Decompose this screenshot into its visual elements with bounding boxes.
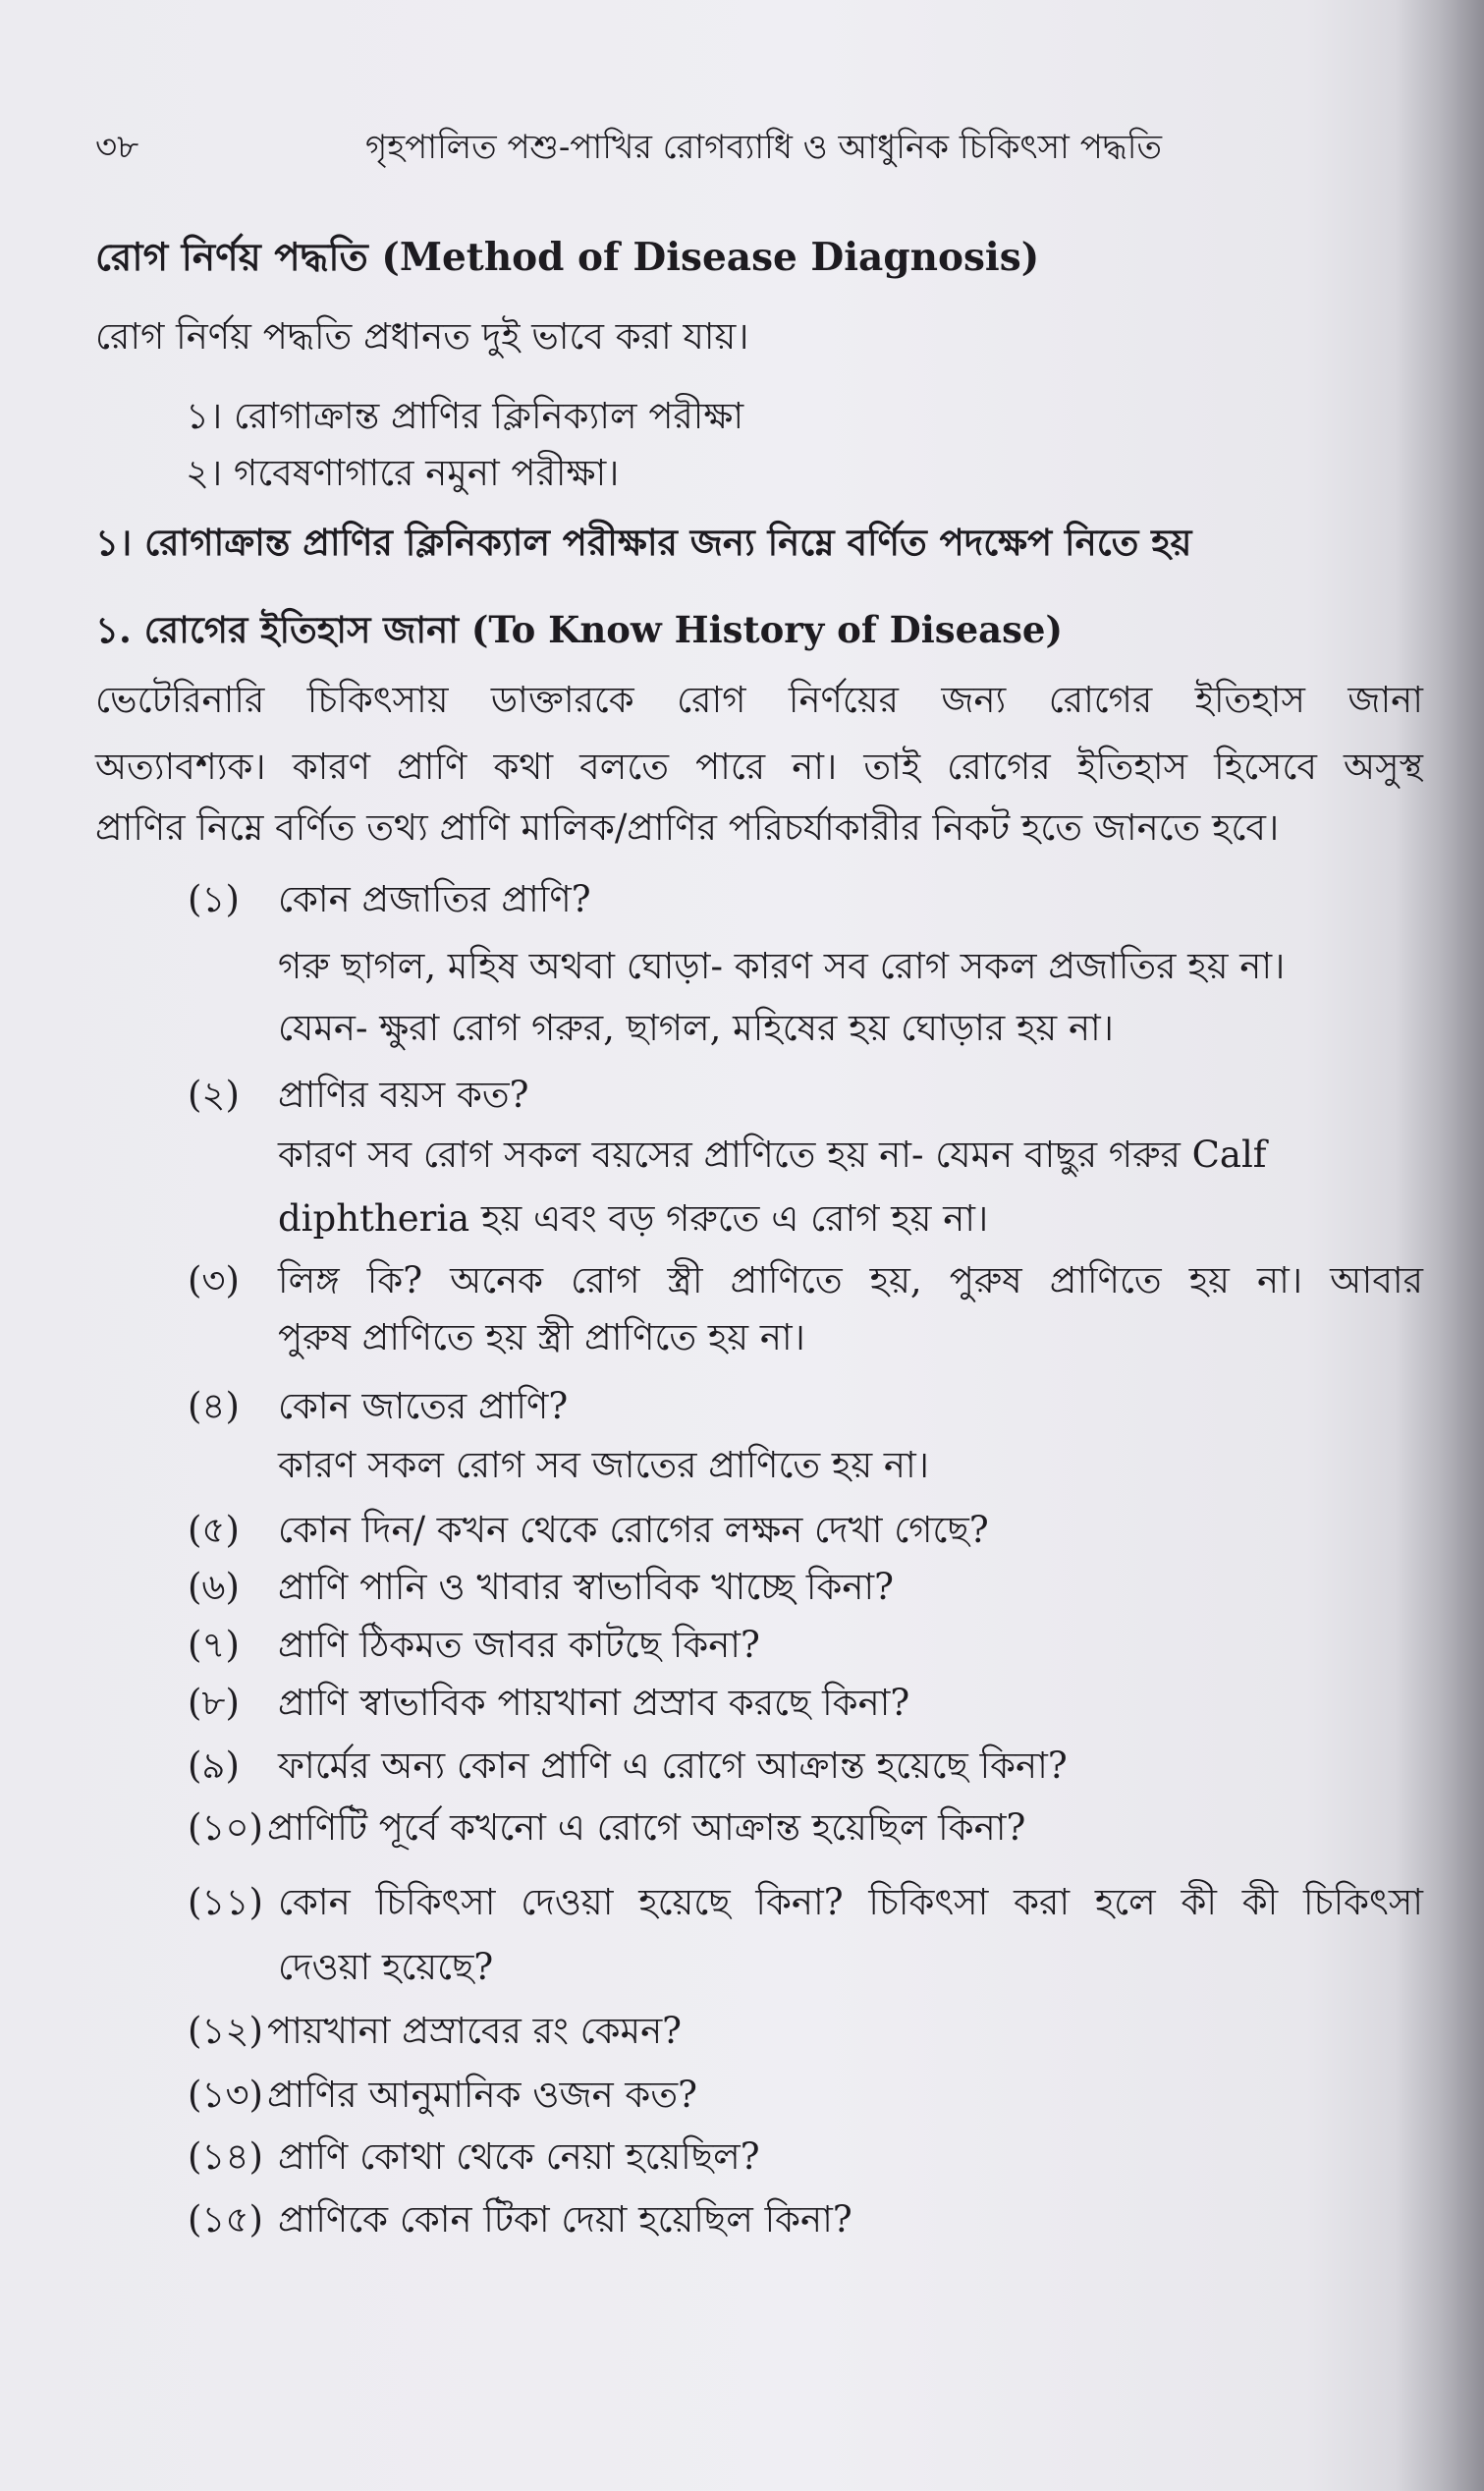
paragraph-line: অত্যাবশ্যক। কারণ প্রাণি কথা বলতে পারে না। তাই রোগের ইতিহাস হিসেবে অসুস্থ xyxy=(95,746,1423,788)
question-text: প্রাণি কোথা থেকে নেয়া হয়েছিল? xyxy=(278,2135,760,2178)
question-detail: গরু ছাগল, মহিষ অথবা ঘোড়া- কারণ সব রোগ সকল প্রজাতির হয় না। xyxy=(278,945,1286,987)
question-detail: কারণ সকল রোগ সব জাতের প্রাণিতে হয় না। xyxy=(278,1444,929,1486)
question-text: লিঙ্গ কি? অনেক রোগ স্ত্রী প্রাণিতে হয়, পুরুষ প্রাণিতে হয় না। আবার xyxy=(278,1259,1423,1301)
question-number: (৭) xyxy=(188,1624,240,1666)
subheading: ১। রোগাক্রান্ত প্রাণির ক্লিনিক্যাল পরীক্ষার জন্য নিম্নে বর্ণিত পদক্ষেপ নিতে হয় xyxy=(95,521,1192,564)
question-number: (১৪) xyxy=(188,2135,263,2178)
question-number: (১২) xyxy=(188,2010,263,2052)
question-text: কোন চিকিৎসা দেওয়া হয়েছে কিনা? চিকিৎসা করা হলে কী কী চিকিৎসা xyxy=(278,1881,1423,1923)
question-number: (১) xyxy=(188,878,240,920)
question-number: (৫) xyxy=(188,1509,240,1551)
question-number: (১১) xyxy=(188,1881,263,1923)
paragraph-line: ভেটেরিনারি চিকিৎসায় ডাক্তারকে রোগ নির্ণয়ের জন্য রোগের ইতিহাস জানা xyxy=(95,679,1423,721)
step-heading: ১. রোগের ইতিহাস জানা (To Know History of Disease) xyxy=(95,608,1063,651)
question-text: প্রাণিকে কোন টিকা দেয়া হয়েছিল কিনা? xyxy=(278,2198,852,2241)
question-detail: যেমন- ক্ষুরা রোগ গরুর, ছাগল, মহিষের হয় ঘোড়ার হয় না। xyxy=(278,1007,1114,1049)
method-item: ২। গবেষণাগারে নমুনা পরীক্ষা। xyxy=(186,452,620,494)
question-text: প্রাণি পানি ও খাবার স্বাভাবিক খাচ্ছে কিনা? xyxy=(278,1566,894,1608)
question-text: প্রাণি স্বাভাবিক পায়খানা প্রস্রাব করছে কিনা? xyxy=(278,1682,910,1724)
question-number: (১৫) xyxy=(188,2198,263,2241)
question-text: প্রাণির আনুমানিক ওজন কত? xyxy=(267,2074,697,2116)
question-text: ফার্মের অন্য কোন প্রাণি এ রোগে আক্রান্ত হয়েছে কিনা? xyxy=(278,1744,1068,1787)
question-number: (৩) xyxy=(188,1259,240,1301)
question-text: প্রাণির বয়স কত? xyxy=(278,1074,529,1116)
question-text: প্রাণি ঠিকমত জাবর কাটছে কিনা? xyxy=(278,1624,760,1666)
method-item: ১। রোগাক্রান্ত প্রাণির ক্লিনিক্যাল পরীক্ষা xyxy=(186,395,744,437)
running-title: গৃহপালিত পশু-পাখির রোগব্যাধি ও আধুনিক চিকিৎসা পদ্ধতি xyxy=(365,128,1162,167)
question-number: (৯) xyxy=(188,1744,240,1787)
question-text: কোন জাতের প্রাণি? xyxy=(278,1385,569,1427)
question-detail: কারণ সব রোগ সকল বয়সের প্রাণিতে হয় না- যেমন বাছুর গরুর Calf xyxy=(278,1134,1267,1176)
question-text: দেওয়া হয়েছে? xyxy=(278,1946,494,1988)
question-text: পায়খানা প্রস্রাবের রং কেমন? xyxy=(267,2010,682,2052)
question-detail: diphtheria হয় এবং বড় গরুতে এ রোগ হয় না। xyxy=(278,1197,989,1240)
question-number: (১০) xyxy=(188,1806,263,1849)
question-text: কোন প্রজাতির প্রাণি? xyxy=(278,878,591,920)
intro-text: রোগ নির্ণয় পদ্ধতি প্রধানত দুই ভাবে করা যায়। xyxy=(95,315,749,358)
question-number: (৬) xyxy=(188,1566,240,1608)
question-number: (২) xyxy=(188,1074,240,1116)
question-number: (৪) xyxy=(188,1385,240,1427)
question-text: প্রাণিটি পূর্বে কখনো এ রোগে আক্রান্ত হয়েছিল কিনা? xyxy=(267,1806,1026,1849)
question-number: (১৩) xyxy=(188,2074,263,2116)
section-heading: রোগ নির্ণয় পদ্ধতি (Method of Disease Diagnosis) xyxy=(95,235,1040,280)
page-number: ৩৮ xyxy=(95,128,139,167)
question-number: (৮) xyxy=(188,1682,240,1724)
paragraph-line: প্রাণির নিম্নে বর্ণিত তথ্য প্রাণি মালিক/প্রাণির পরিচর্যাকারীর নিকট হতে জানতে হবে। xyxy=(95,806,1280,849)
question-text: পুরুষ প্রাণিতে হয় স্ত্রী প্রাণিতে হয় না। xyxy=(278,1316,805,1358)
question-text: কোন দিন/ কখন থেকে রোগের লক্ষন দেখা গেছে? xyxy=(278,1509,989,1551)
